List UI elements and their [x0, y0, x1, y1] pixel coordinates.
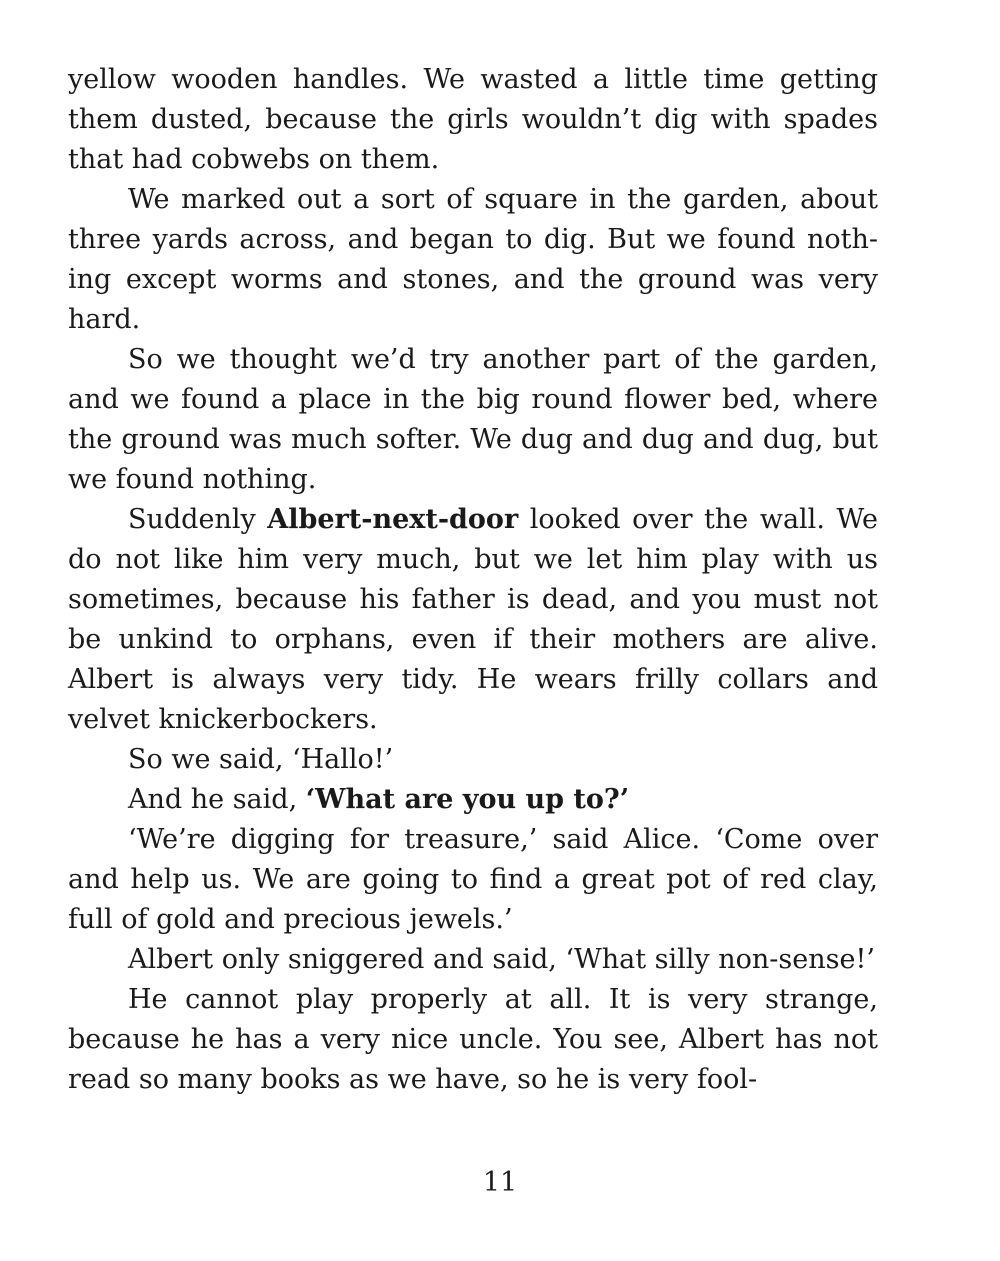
paragraph-8	[68, 940, 878, 980]
paragraph-8-text: Albert only sniggered and said, ‘What silly non-sense!’	[128, 944, 875, 975]
paragraph-4	[68, 500, 878, 740]
what-are-you-up-to-bold: ‘What are you up to?’	[305, 784, 630, 815]
paragraph-4-before: Suddenly	[128, 504, 268, 535]
paragraph-6-before: And he said,	[128, 784, 306, 815]
page-number: 11	[482, 1167, 518, 1198]
paragraph-5-text: So we said, ‘Hallo!’	[128, 744, 394, 775]
paragraph-7-text: ‘We’re digging for treasure,’ said Alice. ‘Come over and help us. We are going to find a great pot of red clay, full of gold and precious jewels.’	[68, 824, 878, 935]
paragraph-1-text: yellow wooden handles. We wasted a little time getting them dusted, because the girls wouldn’t dig with spades that had cobwebs on them.	[68, 64, 878, 175]
paragraph-7	[68, 820, 878, 940]
paragraph-1	[68, 60, 878, 180]
paragraph-9-text: He cannot play properly at all. It is very strange, because he has a very nice uncle. You see, Albert has not read so many books as we have, so he is very fool-	[68, 984, 878, 1095]
paragraph-2	[68, 180, 878, 340]
paragraph-6	[68, 780, 878, 820]
paragraph-4-after: looked over the wall. We do not like him very much, but we let him play with us sometimes, because his father is dead, and you must not be unkind to orphans, even if their mothers are alive. Albert is always very tidy. He wears frilly collars and velvet knickerbockers.	[68, 504, 879, 735]
albert-next-door-bold: Albert-next-door	[267, 504, 519, 535]
paragraph-5	[68, 740, 878, 780]
paragraph-2-text: We marked out a sort of square in the garden, about three yards across, and began to dig. But we found noth-ing except worms and stones, and the ground was very hard.	[68, 184, 878, 335]
body-text	[68, 60, 878, 1100]
paragraph-3	[68, 340, 878, 500]
paragraph-9	[68, 980, 878, 1100]
paragraph-3-text: So we thought we’d try another part of the garden, and we found a place in the big round flower bed, where the ground was much softer. We dug and dug and dug, but we found nothing.	[68, 344, 878, 495]
